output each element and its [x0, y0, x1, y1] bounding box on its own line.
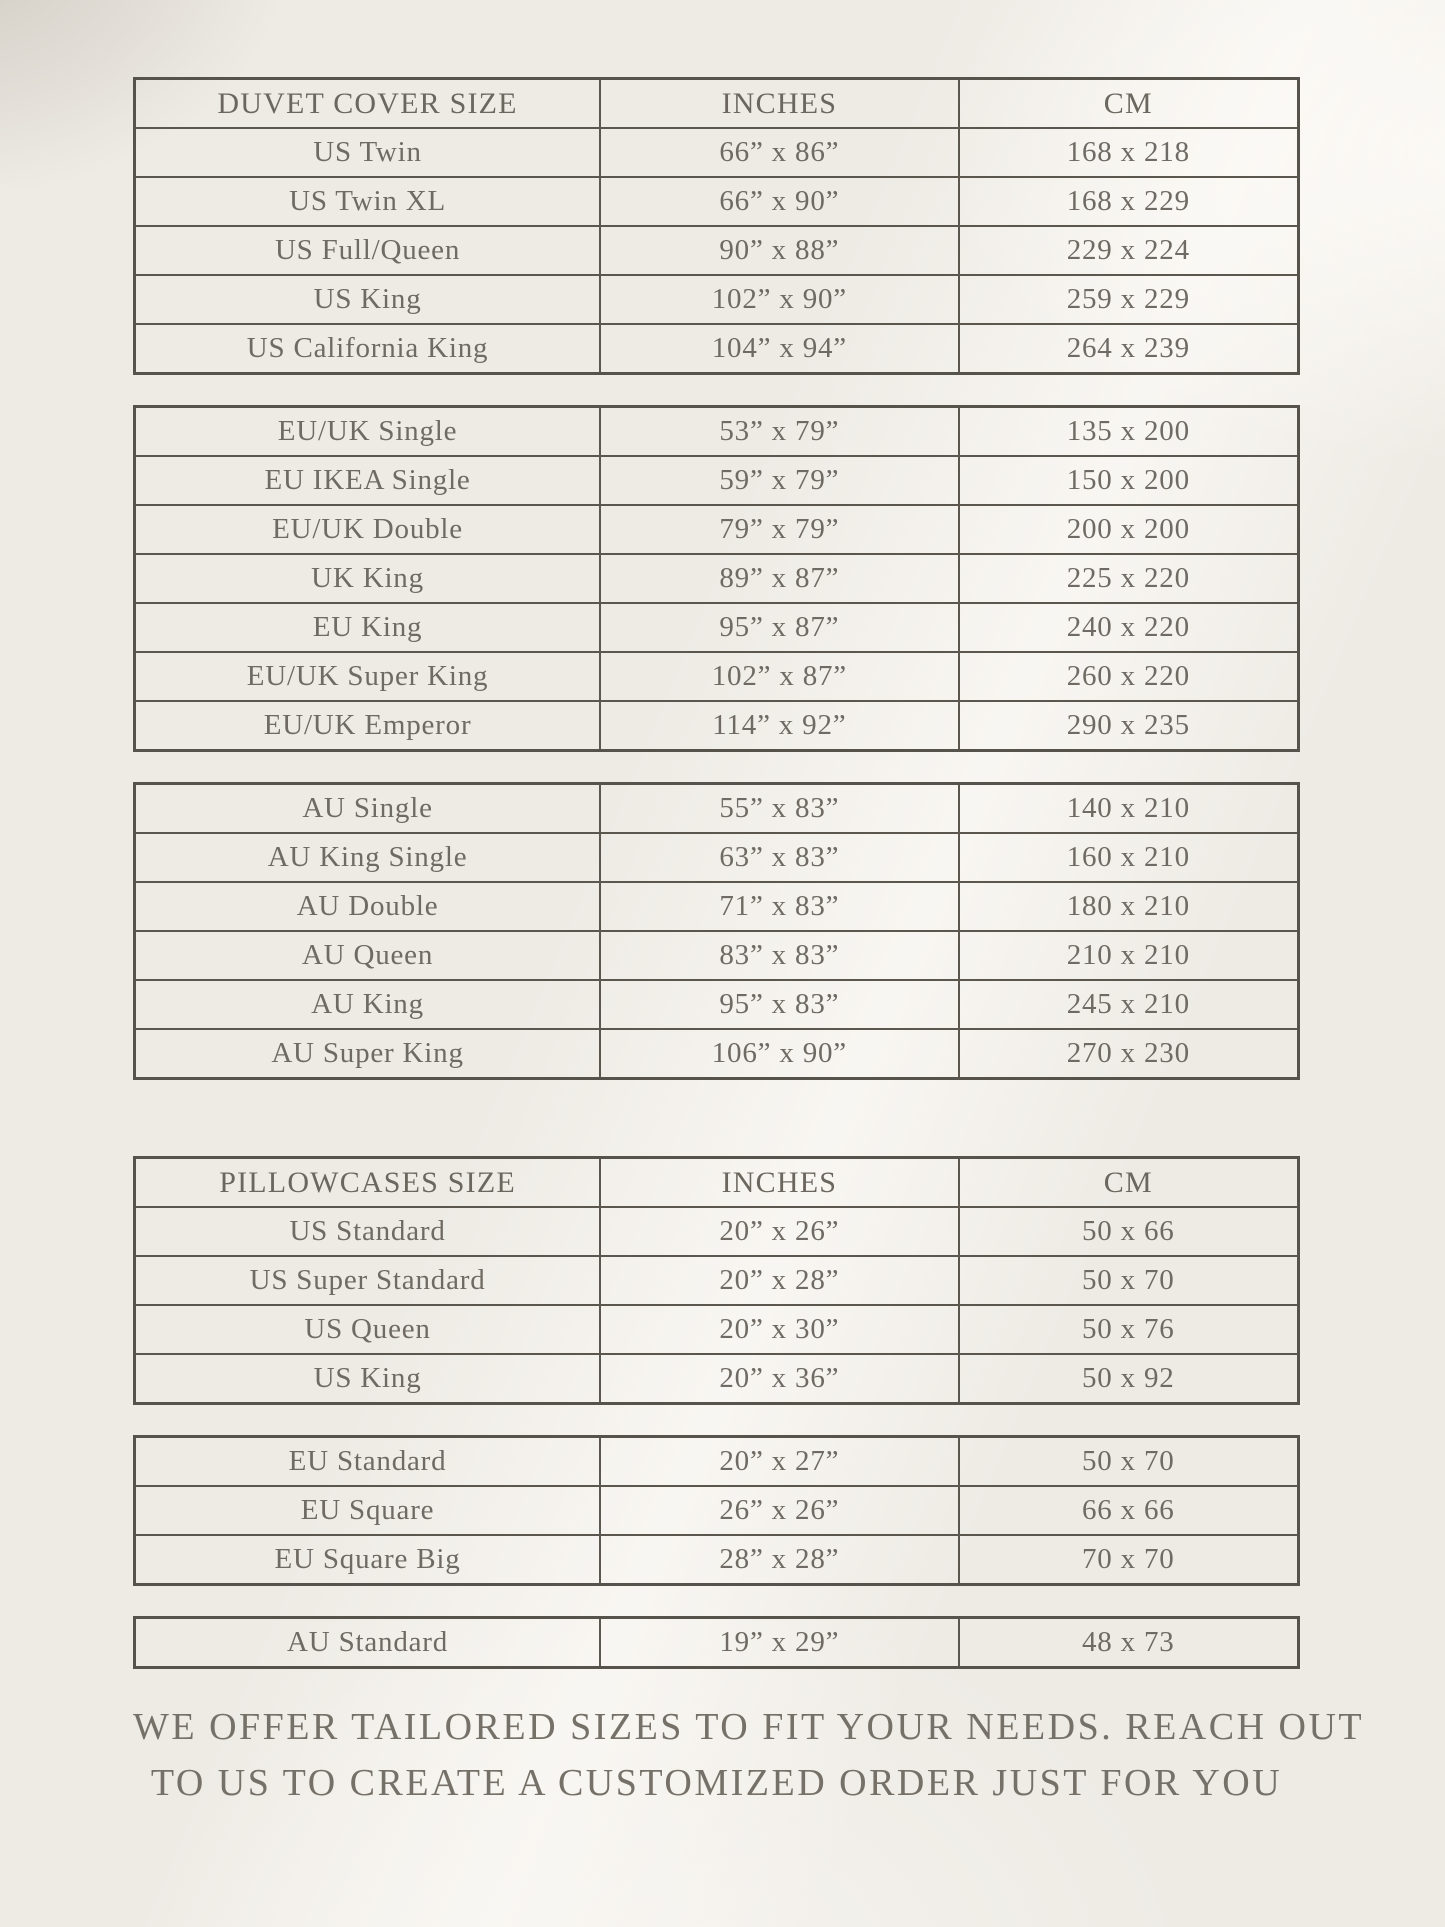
column-header-cm: CM — [959, 79, 1299, 129]
table-row — [135, 1486, 1299, 1535]
size-name-cell: US Super Standard — [135, 1256, 601, 1305]
tailored-sizes-note — [133, 1699, 1365, 1811]
size-name-cell: AU King Single — [135, 833, 601, 882]
cm-cell: 135 x 200 — [959, 407, 1299, 457]
size-name-cell: US King — [135, 1354, 601, 1404]
size-name-cell: US Twin XL — [135, 177, 601, 226]
size-name-cell: AU King — [135, 980, 601, 1029]
cm-cell: 264 x 239 — [959, 324, 1299, 374]
us-duvet-table — [133, 77, 1300, 375]
eu-uk-duvet-table — [133, 405, 1300, 752]
header-row — [135, 79, 1299, 129]
column-header-inches: INCHES — [600, 79, 959, 129]
table-row — [135, 931, 1299, 980]
cm-cell: 225 x 220 — [959, 554, 1299, 603]
cm-cell: 50 x 76 — [959, 1305, 1299, 1354]
tailored-sizes-note-line1: WE OFFER TAILORED SIZES TO FIT YOUR NEEDS. REACH OUT — [133, 1706, 1365, 1748]
inches-cell: 26” x 26” — [600, 1486, 959, 1535]
size-name-cell: UK King — [135, 554, 601, 603]
table-row — [135, 882, 1299, 931]
size-name-cell: AU Queen — [135, 931, 601, 980]
size-name-cell: AU Double — [135, 882, 601, 931]
size-name-cell: EU/UK Single — [135, 407, 601, 457]
cm-cell: 168 x 218 — [959, 128, 1299, 177]
inches-cell: 104” x 94” — [600, 324, 959, 374]
size-name-cell: EU/UK Super King — [135, 652, 601, 701]
inches-cell: 20” x 26” — [600, 1207, 959, 1256]
inches-cell: 59” x 79” — [600, 456, 959, 505]
us-pillowcases-table — [133, 1156, 1300, 1405]
inches-cell: 20” x 30” — [600, 1305, 959, 1354]
table-row — [135, 128, 1299, 177]
au-pillowcases-table — [133, 1616, 1300, 1669]
table-row — [135, 784, 1299, 834]
cm-cell: 290 x 235 — [959, 701, 1299, 751]
cm-cell: 240 x 220 — [959, 603, 1299, 652]
table-row — [135, 980, 1299, 1029]
table-row — [135, 1437, 1299, 1487]
cm-cell: 260 x 220 — [959, 652, 1299, 701]
table-row — [135, 652, 1299, 701]
size-name-cell: EU Square — [135, 1486, 601, 1535]
size-name-cell: EU Square Big — [135, 1535, 601, 1585]
size-name-cell: US Full/Queen — [135, 226, 601, 275]
size-name-cell: US California King — [135, 324, 601, 374]
inches-cell: 20” x 36” — [600, 1354, 959, 1404]
inches-cell: 66” x 90” — [600, 177, 959, 226]
size-name-cell: US Queen — [135, 1305, 601, 1354]
size-name-cell: AU Super King — [135, 1029, 601, 1079]
inches-cell: 20” x 28” — [600, 1256, 959, 1305]
cm-cell: 210 x 210 — [959, 931, 1299, 980]
size-name-cell: US King — [135, 275, 601, 324]
size-name-cell: US Standard — [135, 1207, 601, 1256]
table-row — [135, 603, 1299, 652]
eu-pillowcases-table — [133, 1435, 1300, 1586]
table-row — [135, 701, 1299, 751]
inches-cell: 53” x 79” — [600, 407, 959, 457]
size-name-cell: EU/UK Emperor — [135, 701, 601, 751]
table-row — [135, 833, 1299, 882]
cm-cell: 150 x 200 — [959, 456, 1299, 505]
cm-cell: 270 x 230 — [959, 1029, 1299, 1079]
inches-cell: 66” x 86” — [600, 128, 959, 177]
cm-cell: 160 x 210 — [959, 833, 1299, 882]
table-row — [135, 1618, 1299, 1668]
cm-cell: 245 x 210 — [959, 980, 1299, 1029]
cm-cell: 180 x 210 — [959, 882, 1299, 931]
table-row — [135, 1354, 1299, 1404]
table-row — [135, 324, 1299, 374]
inches-cell: 63” x 83” — [600, 833, 959, 882]
cm-cell: 66 x 66 — [959, 1486, 1299, 1535]
column-header-size: DUVET COVER SIZE — [135, 79, 601, 129]
table-row — [135, 407, 1299, 457]
inches-cell: 114” x 92” — [600, 701, 959, 751]
inches-cell: 71” x 83” — [600, 882, 959, 931]
cm-cell: 140 x 210 — [959, 784, 1299, 834]
cm-cell: 259 x 229 — [959, 275, 1299, 324]
cm-cell: 48 x 73 — [959, 1618, 1299, 1668]
table-row — [135, 1207, 1299, 1256]
cm-cell: 200 x 200 — [959, 505, 1299, 554]
size-name-cell: EU IKEA Single — [135, 456, 601, 505]
size-name-cell: US Twin — [135, 128, 601, 177]
inches-cell: 106” x 90” — [600, 1029, 959, 1079]
table-row — [135, 1535, 1299, 1585]
table-row — [135, 554, 1299, 603]
size-name-cell: EU King — [135, 603, 601, 652]
cm-cell: 50 x 70 — [959, 1256, 1299, 1305]
table-row — [135, 505, 1299, 554]
inches-cell: 95” x 83” — [600, 980, 959, 1029]
au-duvet-table — [133, 782, 1300, 1080]
table-row — [135, 275, 1299, 324]
inches-cell: 102” x 90” — [600, 275, 959, 324]
cm-cell: 229 x 224 — [959, 226, 1299, 275]
duvet-size-section — [133, 77, 1300, 1080]
cm-cell: 50 x 66 — [959, 1207, 1299, 1256]
inches-cell: 55” x 83” — [600, 784, 959, 834]
table-row — [135, 177, 1299, 226]
inches-cell: 19” x 29” — [600, 1618, 959, 1668]
table-row — [135, 1256, 1299, 1305]
size-chart-content — [133, 0, 1365, 1811]
tailored-sizes-note-line2: TO US TO CREATE A CUSTOMIZED ORDER JUST FOR YOU — [150, 1762, 1283, 1805]
size-name-cell: EU Standard — [135, 1437, 601, 1487]
column-header-size: PILLOWCASES SIZE — [135, 1158, 601, 1208]
table-row — [135, 456, 1299, 505]
cm-cell: 70 x 70 — [959, 1535, 1299, 1585]
size-name-cell: AU Standard — [135, 1618, 601, 1668]
inches-cell: 20” x 27” — [600, 1437, 959, 1487]
cm-cell: 168 x 229 — [959, 177, 1299, 226]
inches-cell: 89” x 87” — [600, 554, 959, 603]
inches-cell: 83” x 83” — [600, 931, 959, 980]
inches-cell: 95” x 87” — [600, 603, 959, 652]
table-row — [135, 1029, 1299, 1079]
table-row — [135, 226, 1299, 275]
header-row — [135, 1158, 1299, 1208]
pillowcase-size-section — [133, 1156, 1300, 1669]
cm-cell: 50 x 92 — [959, 1354, 1299, 1404]
inches-cell: 79” x 79” — [600, 505, 959, 554]
inches-cell: 90” x 88” — [600, 226, 959, 275]
size-name-cell: EU/UK Double — [135, 505, 601, 554]
inches-cell: 28” x 28” — [600, 1535, 959, 1585]
column-header-cm: CM — [959, 1158, 1299, 1208]
size-name-cell: AU Single — [135, 784, 601, 834]
inches-cell: 102” x 87” — [600, 652, 959, 701]
column-header-inches: INCHES — [600, 1158, 959, 1208]
cm-cell: 50 x 70 — [959, 1437, 1299, 1487]
table-row — [135, 1305, 1299, 1354]
